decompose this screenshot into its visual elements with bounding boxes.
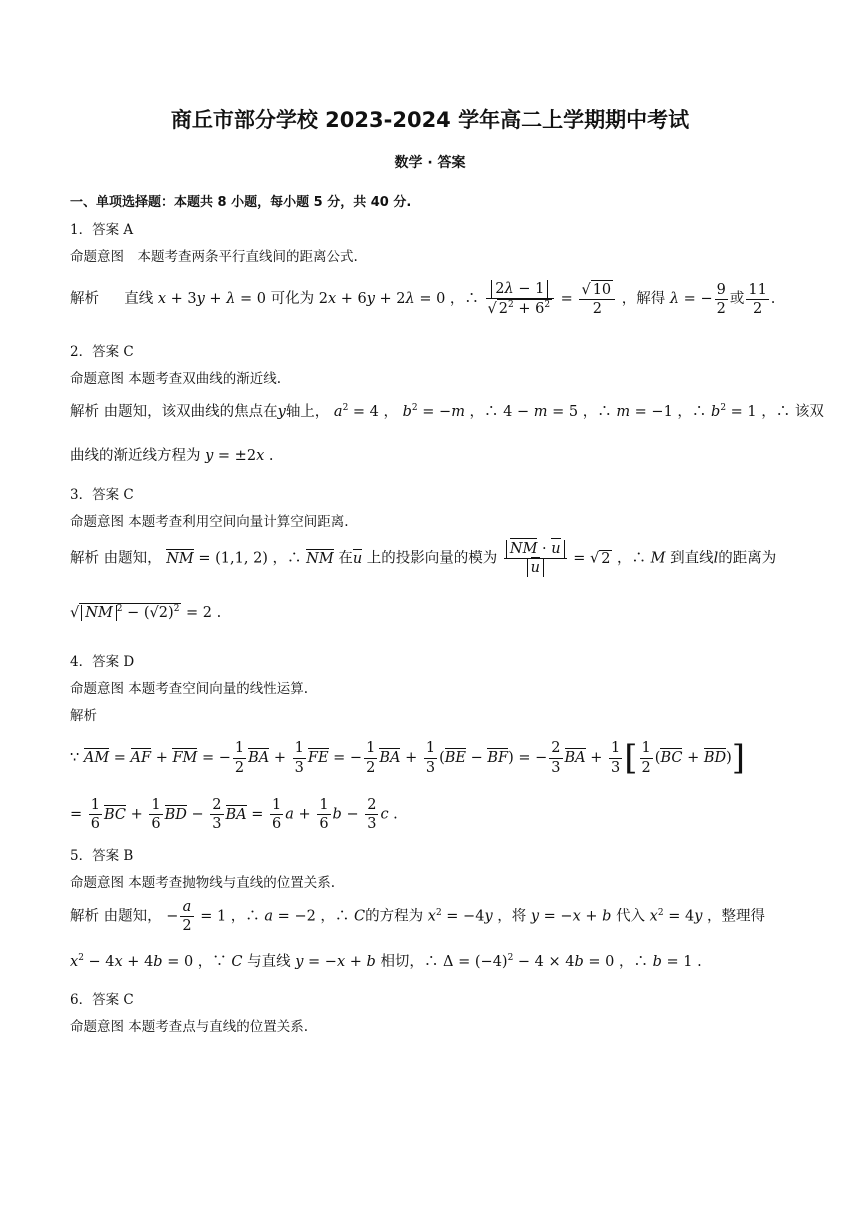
q1-intent: 命题意图 本题考查两条平行直线间的距离公式. — [70, 249, 358, 265]
q2-text-4: 曲线的渐近线方程为 — [70, 448, 201, 464]
q1-text-3: ，解得 — [621, 291, 666, 308]
q3-analysis-line-2: √ NM $^2 - (√2)^2 = 2$ . — [70, 604, 222, 621]
q5-text-4: 代入 — [616, 908, 646, 925]
q1-text-2: 可化为 — [270, 291, 315, 308]
q2-analysis-line-2: 曲线的渐近线方程为 y = ±2x . — [70, 448, 274, 464]
q1-analysis: 解析 直线 x + 3y + λ = 0 可化为 2x + 6y + 2λ = 0 ，∴ $\frac{2\lambda - 1}{√ 2^2 + 6^2}$ = $\frac{√ 10}{2}$ ，解得 λ = − $\frac{9}{2}$ 或 $\frac{11}{2}$ . — [70, 281, 776, 318]
q2-text-3: ∴ 该双 — [775, 404, 824, 420]
analysis-label: 解析 — [70, 404, 99, 420]
q3-intent: 命题意图 本题考查利用空间向量计算空间距离. — [70, 514, 349, 530]
q5-answer: 5．答案 B — [70, 848, 134, 864]
q6-answer: 6．答案 C — [70, 992, 134, 1008]
q6-intent: 命题意图 本题考查点与直线的位置关系. — [70, 1019, 309, 1035]
q2-text-1: 由题知，该双曲线的焦点在 — [103, 404, 278, 420]
analysis-label: 解析 — [70, 908, 99, 925]
q2-text-2: 轴上， — [285, 404, 330, 420]
q3-projection-fraction: $\frac{NM \cdot u}{u}$ — [504, 540, 567, 577]
q3-text-1: 由题知， — [103, 550, 162, 567]
q4-analysis-label: 解析 — [70, 708, 97, 724]
page-title: 商丘市部分学校 2023-2024 学年高二上学期期中考试 — [170, 108, 690, 132]
q5-text-5: ，整理得 — [707, 908, 765, 925]
q2-intent: 命题意图 本题考查双曲线的渐近线. — [70, 371, 282, 387]
q2-analysis-line-1: 解析 由题知，该双曲线的焦点在y轴上， $a^2 = 4$ ， $b^2 = -m$ ，∴ 4 − m = 5 ，∴ m = −1 ，∴ $b^2 = 1$ ，∴ 该双 — [70, 403, 824, 420]
q5-text-7: 相切， — [380, 954, 424, 970]
q3-answer: 3．答案 C — [70, 487, 134, 503]
q3-text-2: 在 — [338, 550, 353, 567]
q5-text-2: 的方程为 — [365, 908, 424, 925]
q5-analysis-line-2: $x^2 - 4x + 4b = 0$ ，∵ C 与直线 y = −x + b 相切，∴ $\Delta = (-4)^2 - 4 \times 4b = 0$ ，∴ b = 1 . — [70, 953, 702, 970]
q1-text-4: 或 — [729, 291, 745, 308]
q5-analysis-line-1: 解析 由题知， − $\frac{a}{2}$ = 1 ，∴ a = −2 ，∴ C的方程为 $x^2 = -4y$ ，将 y = −x + b 代入 $x^2 = 4y$ ，整理得 — [70, 899, 765, 935]
page-subtitle: 数学 · 答案 — [394, 155, 466, 171]
q5-text-3: ，将 — [497, 908, 527, 925]
q4-equation-line-2: = $\frac{1}{6}$ BC + $\frac{1}{6}$ BD − $\frac{2}{3}$ BA = $\frac{1}{6}$ a + $\frac{1}{6}$ b − $\frac{2}{3}$ c . — [70, 797, 398, 833]
q4-intent: 命题意图 本题考查空间向量的线性运算. — [70, 681, 309, 697]
q5-text-1: 由题知， — [103, 908, 162, 925]
q5-intent: 命题意图 本题考查抛物线与直线的位置关系. — [70, 875, 336, 891]
q4-answer: 4．答案 D — [70, 654, 135, 670]
q3-text-4: 到直线 — [670, 550, 714, 567]
q1-distance-fraction: $\frac{2\lambda - 1}{√ 2^2 + 6^2}$ — [486, 280, 555, 318]
analysis-label: 解析 — [70, 550, 99, 567]
q3-text-3: 上的投影向量的模为 — [366, 550, 498, 567]
section-heading: 一、单项选择题：本题共 8 小题，每小题 5 分，共 40 分. — [70, 195, 412, 210]
q2-answer: 2．答案 C — [70, 344, 134, 360]
q3-text-5: 的距离为 — [718, 550, 777, 567]
q4-equation-line-1: ∵ AM = AF + FM = − $\frac{1}{2}$ BA + $\frac{1}{3}$ FE = − $\frac{1}{2}$ BA + $\frac{1}{3}$ (BE − BF) = − $\frac{2}{3}$ BA + $\frac{1}{3}$ [ $\frac{1}{2}$ (BC + BD)] — [70, 738, 746, 778]
analysis-label: 解析 — [70, 291, 99, 308]
q1-answer: 1．答案 A — [70, 222, 134, 238]
q1-text-1: 直线 — [124, 291, 154, 308]
q3-analysis-line-1: 解析 由题知， NM = (1,1, 2) ，∴ NM 在u 上的投影向量的模为 $\frac{NM \cdot u}{u}$ = √ 2 ，∴ M 到直线l的距离为 — [70, 541, 777, 577]
q5-text-6: 与直线 — [247, 954, 291, 970]
